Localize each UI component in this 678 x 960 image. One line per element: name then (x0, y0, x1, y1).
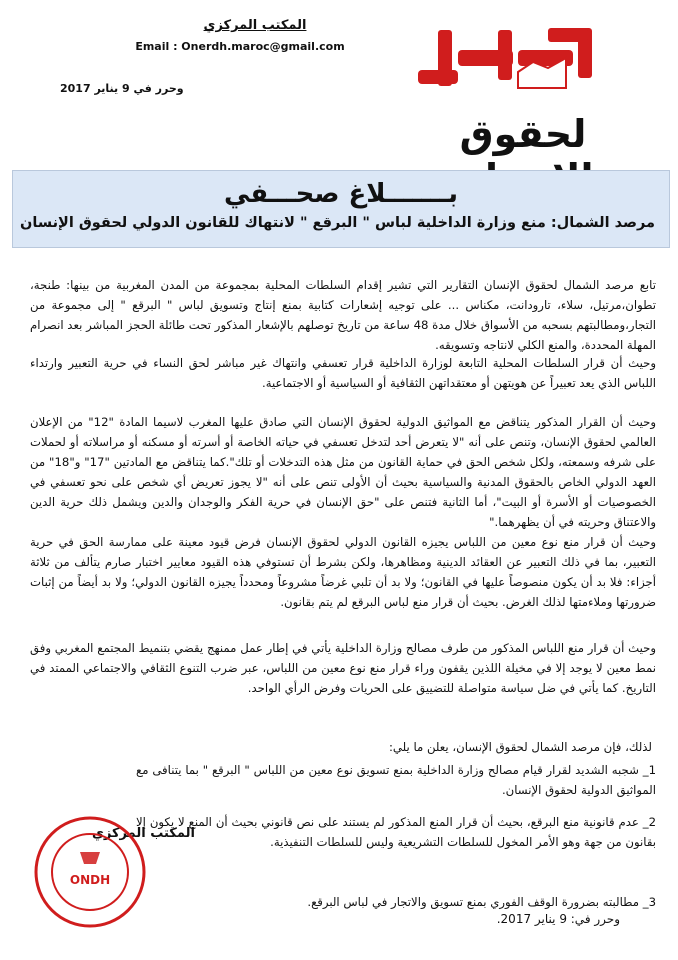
paragraph-2 (30, 353, 656, 393)
paragraph-3-text: وحيث أن القرار المذكور يتناقض مع المواثيق الدولية لحقوق الإنسان التي صادق عليها المغرب لاسيما المادة "12" من الإعلان العالمي لحقوق الإنسان، وتنص على أنه "لا يتعرض أحد لتدخل تعسفي في حياته الخاصة أو أسرته أو مسكنه أو مراسلاته أو لحملات على شرفه وسمعته، ولكل شخص الحق في حماية القانون من مثل هذه التدخلات أو تلك".كما يتناقض مع المادتين "17" و"18" من العهد الدولي الخاص بالحقوق المدنية والسياسية بحيث أن الأولى تنص على أنه "لا يجوز تعريض أي شخص على نحو تعسفي في الخصوصيات أو الأسرة أو البيت"، أما الثانية فتنص على "حق الإنسان في حرية الفكر والوجدان والدين ويشمل ذلك حرية الدين والاعتناق وحريته في أن يظهرهما." (30, 415, 656, 529)
paragraph-1-text: تابع مرصد الشمال لحقوق الإنسان التقارير التي تشير إقدام السلطات المحلية بمجموعة من المدن المغربية من بينها: طنجة، تطوان،مرتيل، سلاء، تارودانت، مكناس ... على توجيه إشعارات كتابية بمنع إنتاج وتسويق لباس " البرقع " إلى مجموعة من التجار،ومطالبتهم بسحبه من الأسواق خلال مدة 48 ساعة من تاريخ توصلهم بالإشعار المذكور تحت طائلة الحجز المباشر بعد انصرام المهلة المحددة، والمنع الكلي لانتاجه وتسويقه. (30, 278, 657, 352)
banner-title: بـــــــلاغ صحـــفي (223, 179, 459, 209)
date-bottom: وحرر في: 9 يناير 2017. (496, 912, 620, 926)
paragraph-5-text: وحيث أن قرار منع اللباس المذكور من طرف مصالح وزارة الداخلية يأتي في إطار عمل ممنهج يقضي بتنميط المجتمع المغربي وفق نمط معين لا يوجد إلا في مخيلة اللذين يقفون وراء قرار منع نوع معين من اللباس، عبر ضرب التنوع الثقافي والاجتماعي الممتد في التاريخ. كما يأتي في ضل سياسة متواصلة للتضييق على الحريات وفرض الرأي الواحد. (30, 641, 656, 695)
press-release-banner (12, 170, 670, 248)
declaration-item-3: 3_ مطالبته بضرورة الوقف الفوري بمنع تسويق والاتجار في لباس البرقع. (307, 895, 656, 909)
office-title: المكتب المركزي (203, 18, 307, 33)
paragraph-3 (30, 412, 656, 532)
email-line: Email : Onerdh.maroc@gmail.com (135, 40, 345, 53)
paragraph-2-text: وحيث أن قرار السلطات المحلية التابعة لوزارة الداخلية قرار تعسفي وانتهاك غير مباشر لحق النساء في حرية التعبير وارتداء اللباس الذي يعد تعبيراً عن هويتهن أو معتقداتهن الثقافية أو السياسية أو الاجتماعية. (30, 356, 656, 390)
signature-label: المكتب المركزي (92, 826, 195, 841)
paragraph-1 (30, 275, 656, 355)
declaration-item-2: 2_ عدم قانونية منع البرقع، بحيث أن قرار المنع المذكور لم يستند على نص قانوني بحيث أن المنع لا يكون إلا بقانون من جهة وهو الأمر المخول للسلطات التشريعية وليس للسلطات التنفيذية. (136, 815, 656, 849)
paragraph-5 (30, 638, 656, 698)
declaration-item-1: 1_ شجبه الشديد لقرار قيام مصالح وزارة الداخلية بمنع تسويق نوع معين من اللباس " البرقع " بما يتنافى مع المواثيق الدولية لحقوق الإنسان. (136, 763, 656, 797)
organization-logo (398, 10, 648, 110)
banner-subtitle: مرصد الشمال: منع وزارة الداخلية لباس " البرقع " لانتهاك للقانون الدولي لحقوق الإنسان (20, 215, 655, 231)
organization-logo-subtitle: لحقوق (459, 112, 587, 156)
date-top: وحرر في 9 يناير 2017 (60, 82, 184, 95)
declaration-intro: لذلك، فإن مرصد الشمال لحقوق الإنسان، يعلن ما يلي: (388, 740, 652, 754)
paragraph-4-text: وحيث أن قرار منع نوع معين من اللباس يجيزه القانون الدولي لحقوق الإنسان فرض قيود معينة على ممارسة الحق في حرية التعبير، بما في ذلك التعبير عن العقائد الدينية ومظاهرها، ولكن بشرط أن تستوفي هذه القيود معايير اختبار صارم يتألف من ثلاثة أجزاء: فلا بد أن يكون منصوصاً عليها في القانون؛ ولا بد أن تلبي غرضاً مشروعاً ومحدداً يجيزه القانون الدولي؛ ولا بد أيضاً من إثبات ضرورتها وملاءمتها لذلك الغرض. بحيث أن قرار منع لباس البرقع لم يتم بقانون. (30, 535, 656, 609)
paragraph-4 (30, 532, 656, 612)
stamp-text: ONDH (69, 873, 111, 887)
official-stamp (30, 812, 150, 932)
